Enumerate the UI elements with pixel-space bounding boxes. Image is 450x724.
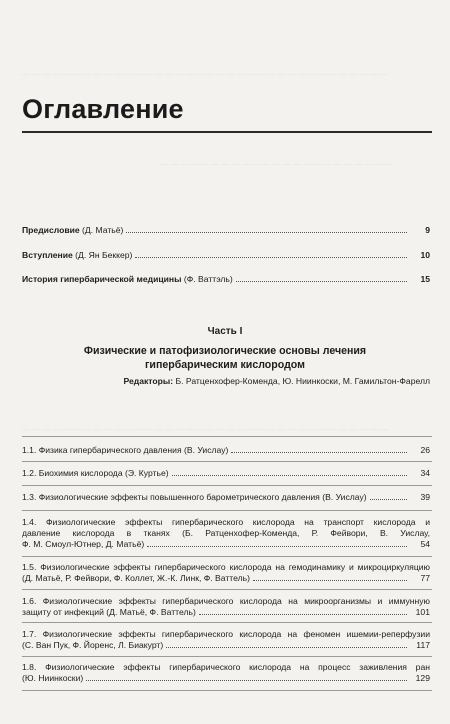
toc-page-number: 129 [415, 673, 430, 683]
chapter-title-line: 1.6. Физиологические эффекты гипербарического кислорода на микроорганизмы и иммунную [22, 596, 430, 606]
chapter-title: 1.1. Физика гипербарического давления (В. Уислау) [22, 445, 229, 455]
toc-chapter-1-2[interactable] [22, 468, 430, 479]
dot-leader [172, 475, 407, 476]
toc-chapter-1-4[interactable] [22, 517, 430, 550]
chapter-title: 1.2. Биохимия кислорода (Э. Куртье) [22, 468, 169, 478]
chapter-title-line: 1.5. Физиологические эффекты гипербарического кислорода на гемодинамику и микроциркуляцию [22, 562, 430, 572]
row-separator [22, 510, 432, 511]
editors-label: Редакторы: [123, 376, 174, 386]
chapter-title-line: Ф. М. Смоул-Ютнер, Д. Матьё) [22, 539, 145, 549]
title-underline [22, 131, 432, 133]
bleed-through-text: — — — — — — — — — — — — — — — — — — — — — — — — — — — — — — — — — — — — [22, 70, 388, 79]
chapter-title-line: 1.4. Физиологические эффекты гипербарического кислорода на транспорт кислорода и [22, 517, 430, 527]
part-editors [123, 376, 430, 386]
dot-leader [147, 546, 407, 547]
row-separator [22, 556, 432, 557]
toc-entry-author: (Д. Матьё) [79, 225, 124, 235]
toc-entry-introduction[interactable] [22, 250, 430, 261]
toc-chapter-1-6[interactable] [22, 596, 430, 618]
toc-page-number: 54 [420, 539, 430, 549]
row-separator [22, 656, 432, 657]
toc-page-number: 9 [425, 225, 430, 235]
toc-chapter-1-3[interactable] [22, 492, 430, 503]
chapter-title-line: защиту от инфекций (Д. Матьё, Ф. Ваттель) [22, 607, 196, 617]
toc-entry-title: История гипербарической медицины [22, 274, 182, 284]
toc-page-number: 15 [420, 274, 430, 284]
row-separator [22, 436, 432, 437]
toc-entry-author: (Д. Ян Беккер) [72, 250, 133, 260]
toc-chapter-1-1[interactable] [22, 445, 430, 456]
chapter-title-line: давление кислорода в тканях (Б. Ратценхофер-Коменда, Р. Фейвори, В. Уислау, [22, 528, 430, 538]
chapter-title-line: (Ю. Ниинкоски) [22, 673, 84, 683]
chapter-title-line: 1.7. Физиологические эффекты гипербарического кислорода на феномен ишемии-реперфузии [22, 629, 430, 639]
toc-entry-preface[interactable] [22, 225, 430, 236]
dot-leader [236, 281, 407, 282]
dot-leader [135, 257, 407, 258]
row-separator [22, 589, 432, 590]
toc-chapter-1-5[interactable] [22, 562, 430, 584]
row-separator [22, 690, 432, 691]
row-separator [22, 622, 432, 623]
toc-page-number: 117 [416, 640, 430, 650]
toc-entry-title: Вступление [22, 250, 73, 260]
chapter-title-line: 1.8. Физиологические эффекты гипербарического кислорода на процесс заживления ран [22, 662, 430, 672]
bleed-through-text: — — — — — — — — — — — — — — — — — — — — — — — [160, 160, 393, 169]
part-title: Физические и патофизиологические основы лечения гипербарическим кислородом [83, 345, 367, 371]
dot-leader [231, 452, 407, 453]
toc-page-number: 39 [420, 492, 430, 502]
page-title: Оглавление [22, 94, 184, 124]
dot-leader [199, 614, 407, 615]
dot-leader [253, 580, 407, 581]
dot-leader [166, 647, 407, 648]
toc-chapter-1-7[interactable] [22, 629, 430, 651]
chapter-title-line: (С. Ван Пук, Ф. Йоренс, Л. Биакурт) [22, 640, 164, 650]
toc-entry-history[interactable] [22, 274, 430, 285]
toc-page-number: 101 [415, 607, 430, 617]
part-label: Часть I [207, 326, 243, 337]
toc-entry-title: Предисловие [22, 225, 80, 235]
toc-chapter-1-8[interactable] [22, 662, 430, 684]
dot-leader [370, 499, 407, 500]
row-separator [22, 461, 432, 462]
dot-leader [86, 680, 407, 681]
toc-page-number: 34 [420, 468, 430, 478]
chapter-title-line: (Д. Матьё, Р. Фейвори, Ф. Коллет, Ж.-К. Линк, Ф. Ваттель) [22, 573, 250, 583]
toc-page-number: 77 [420, 573, 430, 583]
chapter-title: 1.3. Физиологические эффекты повышенного барометрического давления (В. Уислау) [22, 492, 367, 502]
toc-page-number: 26 [420, 445, 430, 455]
editors-names: Б. Ратценхофер-Коменда, Ю. Ниинкоски, М. Гамильтон-Фарелл [173, 376, 430, 386]
row-separator [22, 485, 432, 486]
bleed-through-text: — — — — — — — — — — — — — — — — — — — — — — — — — — — — — — — — — — — — [22, 425, 388, 434]
dot-leader [126, 232, 407, 233]
toc-entry-author: (Ф. Ваттэль) [181, 274, 233, 284]
toc-page-number: 10 [420, 250, 430, 260]
